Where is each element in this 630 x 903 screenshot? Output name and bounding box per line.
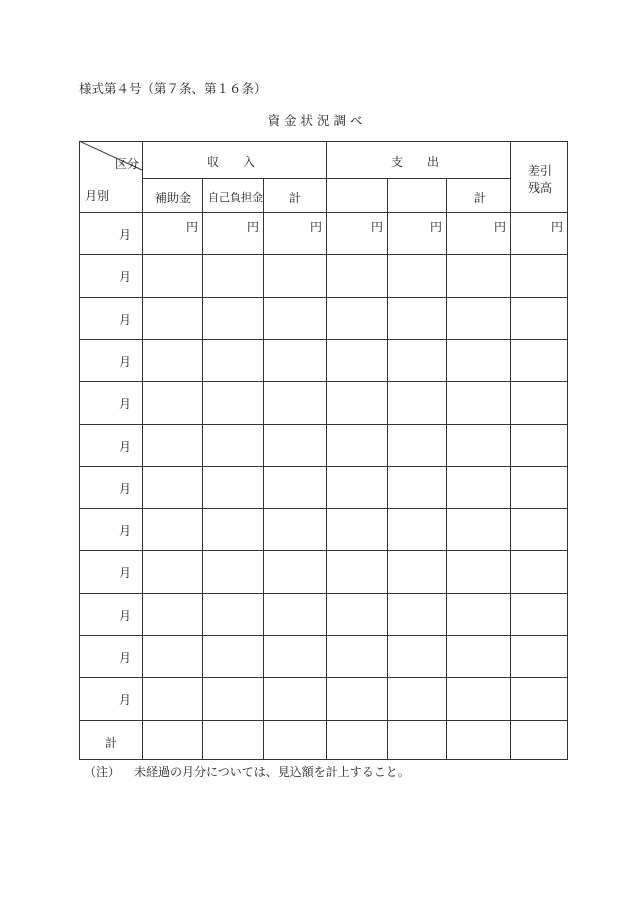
note-tag: （注） — [84, 765, 121, 779]
total-row-label: 計 — [105, 735, 118, 750]
expense-header: 支 出 — [391, 155, 440, 169]
subsidy-header: 補助金 — [155, 191, 192, 205]
self-burden-header: 自己負担金 — [208, 191, 263, 204]
income-header: 収 入 — [207, 155, 256, 169]
balance-header-line1: 差引 — [528, 164, 553, 178]
month-row-label: 月 — [119, 481, 132, 496]
month-row-label: 月 — [119, 354, 132, 369]
yen-unit: 円 — [430, 220, 443, 234]
month-row-label: 月 — [119, 524, 132, 539]
form-label: 様式第４号（第７条、第１６条） — [79, 81, 267, 96]
yen-unit: 円 — [247, 220, 260, 234]
month-row-label: 月 — [119, 228, 132, 242]
fund-status-table — [79, 141, 568, 760]
month-row-label: 月 — [119, 312, 132, 327]
category-header: 区分 — [115, 157, 140, 171]
note-text: 未経過の月分については、見込額を計上すること。 — [134, 765, 410, 779]
yen-unit: 円 — [494, 220, 507, 234]
yen-unit: 円 — [371, 220, 384, 234]
footnote — [84, 763, 410, 780]
month-row-label: 月 — [119, 608, 132, 623]
month-row-label: 月 — [119, 270, 132, 285]
yen-unit: 円 — [310, 220, 323, 234]
yen-unit: 円 — [551, 220, 564, 234]
month-row-label: 月 — [119, 566, 132, 581]
month-row-label: 月 — [119, 439, 132, 454]
document-title: 資 金 状 況 調 べ — [267, 113, 363, 128]
month-row-label: 月 — [119, 397, 132, 412]
month-header: 月別 — [85, 189, 110, 203]
month-row-label: 月 — [119, 693, 132, 708]
month-row-label: 月 — [119, 651, 132, 665]
expense-total-header: 計 — [474, 191, 487, 205]
income-total-header: 計 — [289, 191, 302, 205]
yen-unit: 円 — [186, 220, 199, 234]
balance-header-line2: 残高 — [528, 181, 553, 195]
